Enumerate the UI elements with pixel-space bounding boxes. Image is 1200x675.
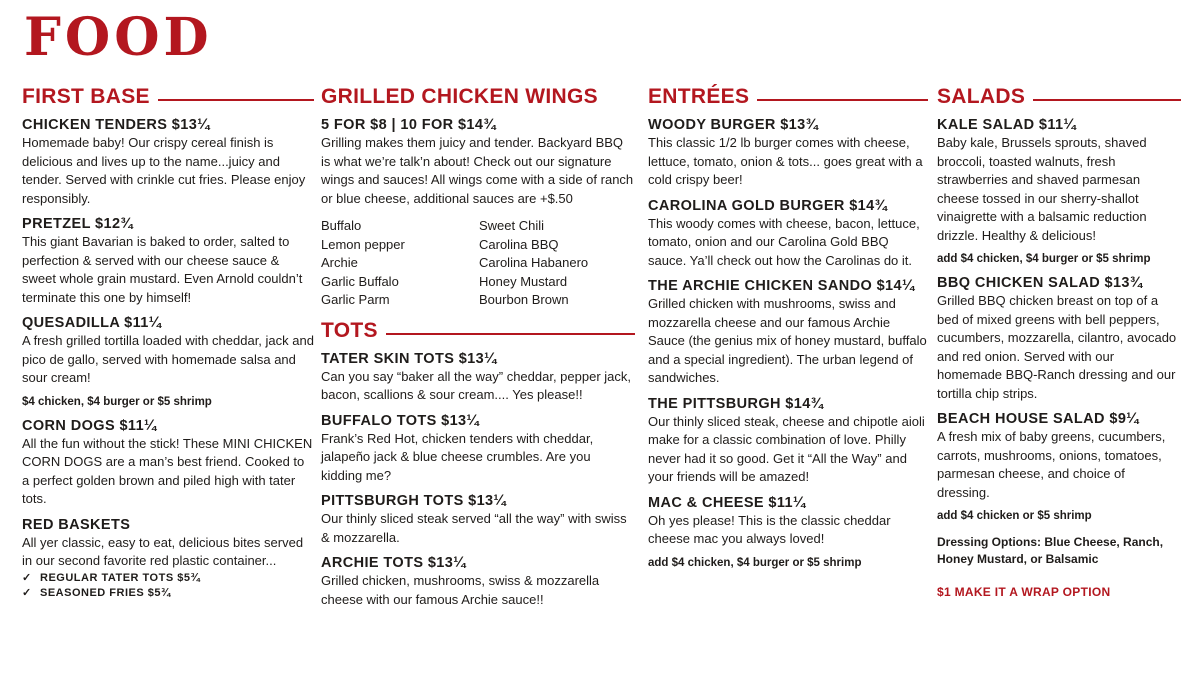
item-description: Can you say “baker all the way” cheddar, pepper jack, bacon, scallions & sour cream.... Yes please!! — [321, 368, 632, 402]
item-name: MAC & CHEESE $11¼ — [648, 494, 806, 511]
heading-rule — [158, 99, 314, 101]
sauce-item: Buffalo — [321, 218, 362, 233]
item-name: TATER SKIN TOTS $13¼ — [321, 350, 497, 367]
item-description: Our thinly sliced steak, cheese and chipotle aioli make for a classic combination of love. Philly never had it so good. Get it “All the Way” and your friends will be amazed! — [648, 413, 925, 484]
heading-rule — [386, 333, 635, 335]
sauce-item: Carolina BBQ — [479, 236, 559, 252]
basket-option-label: REGULAR TATER TOTS $5¾ — [40, 571, 201, 584]
sauce-item: Bourbon Brown — [479, 292, 569, 307]
wings-tots-column — [321, 84, 635, 616]
basket-option — [22, 586, 314, 601]
dressing-options: Dressing Options: Blue Cheese, Ranch, Honey Mustard, or Balsamic — [937, 535, 1164, 566]
item-name: BEACH HOUSE SALAD $9¼ — [937, 411, 1139, 427]
wrap-option: $1 MAKE IT A WRAP OPTION — [937, 585, 1111, 599]
item-description: Grilled BBQ chicken breast on top of a bed of mixed greens with bell peppers, cucumbers, mozzarella, cilantro, avocado and red onion. Served with our homemade BBQ-Ranch dressing and our tortilla chip strips. — [937, 293, 1177, 401]
item-name: CAROLINA GOLD BURGER $14¾ — [648, 197, 888, 214]
item-name: CORN DOGS $11¼ — [22, 417, 157, 434]
first-base-heading — [22, 84, 314, 110]
basket-option — [22, 571, 314, 586]
sauce-column-left — [321, 217, 479, 310]
item-description: All yer classic, easy to eat, delicious bites served in our second favorite red plastic container... — [22, 534, 304, 568]
item-description: Homemade baby! Our crispy cereal finish is delicious and lives up to the name...juicy and tender. Served with crinkle cut fries. Please enjoy responsibly. — [22, 135, 306, 206]
sauce-list — [321, 217, 635, 310]
first-base-column — [22, 84, 314, 608]
wings-price: 5 FOR $8 | 10 FOR $14¾ — [321, 117, 496, 133]
menu-item-bbq-chicken-salad — [937, 274, 1181, 403]
item-name: THE ARCHIE CHICKEN SANDO $14¼ — [648, 278, 915, 294]
item-name: PRETZEL $12¾ — [22, 216, 133, 232]
item-name: RED BASKETS — [22, 516, 131, 533]
menu-item-chicken-tenders — [22, 116, 314, 208]
item-description: Grilled chicken, mushrooms, swiss & mozzarella cheese with our famous Archie sauce!! — [321, 573, 600, 607]
item-name: QUESADILLA $11¼ — [22, 315, 162, 331]
menu-item-archie-tots — [321, 554, 635, 609]
item-name: BBQ CHICKEN SALAD $13¾ — [937, 275, 1143, 291]
sauce-item: Archie — [321, 255, 358, 270]
menu-item-red-baskets — [22, 516, 314, 601]
menu-item-woody-burger — [648, 116, 928, 190]
basket-options — [22, 571, 314, 601]
item-description: All the fun without the stick! These MINI CHICKEN CORN DOGS are a man’s best friend. Cooked to a perfect golden brown and piled high with tater tots. — [22, 435, 313, 506]
item-description: A fresh grilled tortilla loaded with cheddar, jack and pico de gallo, served with homemade salsa and sour cream! — [22, 333, 314, 385]
heading-rule — [1033, 99, 1181, 101]
item-name: PITTSBURGH TOTS $13¼ — [321, 493, 506, 509]
salads-heading — [937, 84, 1181, 110]
item-description: Frank’s Red Hot, chicken tenders with cheddar, jalapeño jack & blue cheese crumbles. Are you kidding me? — [321, 430, 594, 483]
item-name: BUFFALO TOTS $13¼ — [321, 412, 480, 429]
item-name: KALE SALAD $11¼ — [937, 117, 1076, 133]
item-name: ARCHIE TOTS $13¼ — [321, 555, 466, 571]
menu-item-buffalo-tots — [321, 412, 635, 486]
item-description: Oh yes please! This is the classic cheddar cheese mac you always loved! — [648, 512, 891, 546]
wings-description: Grilling makes them juicy and tender. Backyard BBQ is what we’re talk’n about! Check out our signature wings and sauces! All wings come with a side of ranch or blue cheese, additional sauces are +$.50 — [321, 135, 634, 206]
sauce-item: Garlic Buffalo — [321, 273, 399, 289]
item-addon: $4 chicken, $4 burger or $5 shrimp — [22, 395, 212, 408]
item-addon: add $4 chicken or $5 shrimp — [937, 510, 1092, 522]
item-description: This giant Bavarian is baked to order, salted to perfection & served with our cheese sauce & sweet whole grain mustard. Even Arnold couldn’t terminate this one by himself! — [22, 234, 303, 305]
entrees-heading — [648, 84, 928, 110]
heading-rule — [757, 99, 928, 101]
sauce-item: Sweet Chili — [479, 218, 545, 233]
section-title: TOTS — [321, 318, 378, 342]
menu-item-archie-chicken-sando — [648, 277, 928, 388]
sauce-column-right — [479, 217, 588, 310]
sauce-item: Lemon pepper — [321, 236, 405, 252]
item-addon: add $4 chicken, $4 burger or $5 shrimp — [937, 253, 1151, 265]
section-title: SALADS — [937, 85, 1026, 108]
menu-item-corn-dogs — [22, 417, 314, 509]
check-icon: ✓ — [22, 571, 32, 584]
menu-item-the-pittsburgh — [648, 395, 928, 487]
basket-option-label: SEASONED FRIES $5¾ — [40, 586, 171, 599]
sauce-item: Garlic Parm — [321, 292, 390, 307]
entrees-column — [648, 84, 928, 578]
menu-item-pretzel — [22, 215, 314, 307]
menu-item-kale-salad — [937, 116, 1181, 267]
menu-item-pittsburgh-tots — [321, 492, 635, 547]
wings-heading — [321, 84, 635, 110]
item-description: This classic 1/2 lb burger comes with cheese, lettuce, tomato, onion & tots... goes great with a cold crispy beer! — [648, 135, 923, 187]
page-title: FOOD — [24, 7, 213, 68]
item-description: A fresh mix of baby greens, cucumbers, carrots, mushrooms, onions, tomatoes, parmesan cheese, and choice of dressing. — [937, 429, 1166, 500]
menu-item-tater-skin-tots — [321, 350, 635, 405]
item-name: WOODY BURGER $13¾ — [648, 117, 819, 133]
wings-block — [321, 116, 635, 310]
menu-item-carolina-gold-burger — [648, 197, 928, 271]
sauce-item: Honey Mustard — [479, 273, 568, 289]
menu-item-quesadilla — [22, 314, 314, 410]
section-title: GRILLED CHICKEN WINGS — [321, 85, 598, 108]
item-name: CHICKEN TENDERS $13¼ — [22, 117, 210, 133]
menu-item-mac-and-cheese — [648, 494, 928, 571]
section-title: ENTRÉES — [648, 85, 750, 108]
sauce-item: Carolina Habanero — [479, 255, 589, 270]
section-title: FIRST BASE — [22, 85, 150, 108]
check-icon: ✓ — [22, 586, 32, 599]
item-name: THE PITTSBURGH $14¾ — [648, 395, 824, 412]
item-addon: add $4 chicken, $4 burger or $5 shrimp — [648, 556, 862, 569]
item-description: Baby kale, Brussels sprouts, shaved broccoli, toasted walnuts, fresh strawberries and shaved parmesan cheese tossed in our sherry-shallot vinaigrette with a balsamic reduction drizzle. Healthy & delicious! — [937, 135, 1147, 243]
tots-heading — [321, 318, 635, 344]
item-description: Our thinly sliced steak served “all the way” with swiss & mozzarella. — [321, 511, 627, 545]
salads-column — [937, 84, 1181, 601]
menu-item-beach-house-salad — [937, 410, 1181, 524]
item-description: This woody comes with cheese, bacon, lettuce, tomato, onion and our Carolina Gold BBQ sauce. Ya’ll check out how the Carolinas do it. — [648, 215, 920, 268]
item-description: Grilled chicken with mushrooms, swiss and mozzarella cheese and our famous Archie Sauce (the genius mix of honey mustard, buffalo and a special ingredient). The urban legend of sandwiches. — [648, 296, 927, 385]
